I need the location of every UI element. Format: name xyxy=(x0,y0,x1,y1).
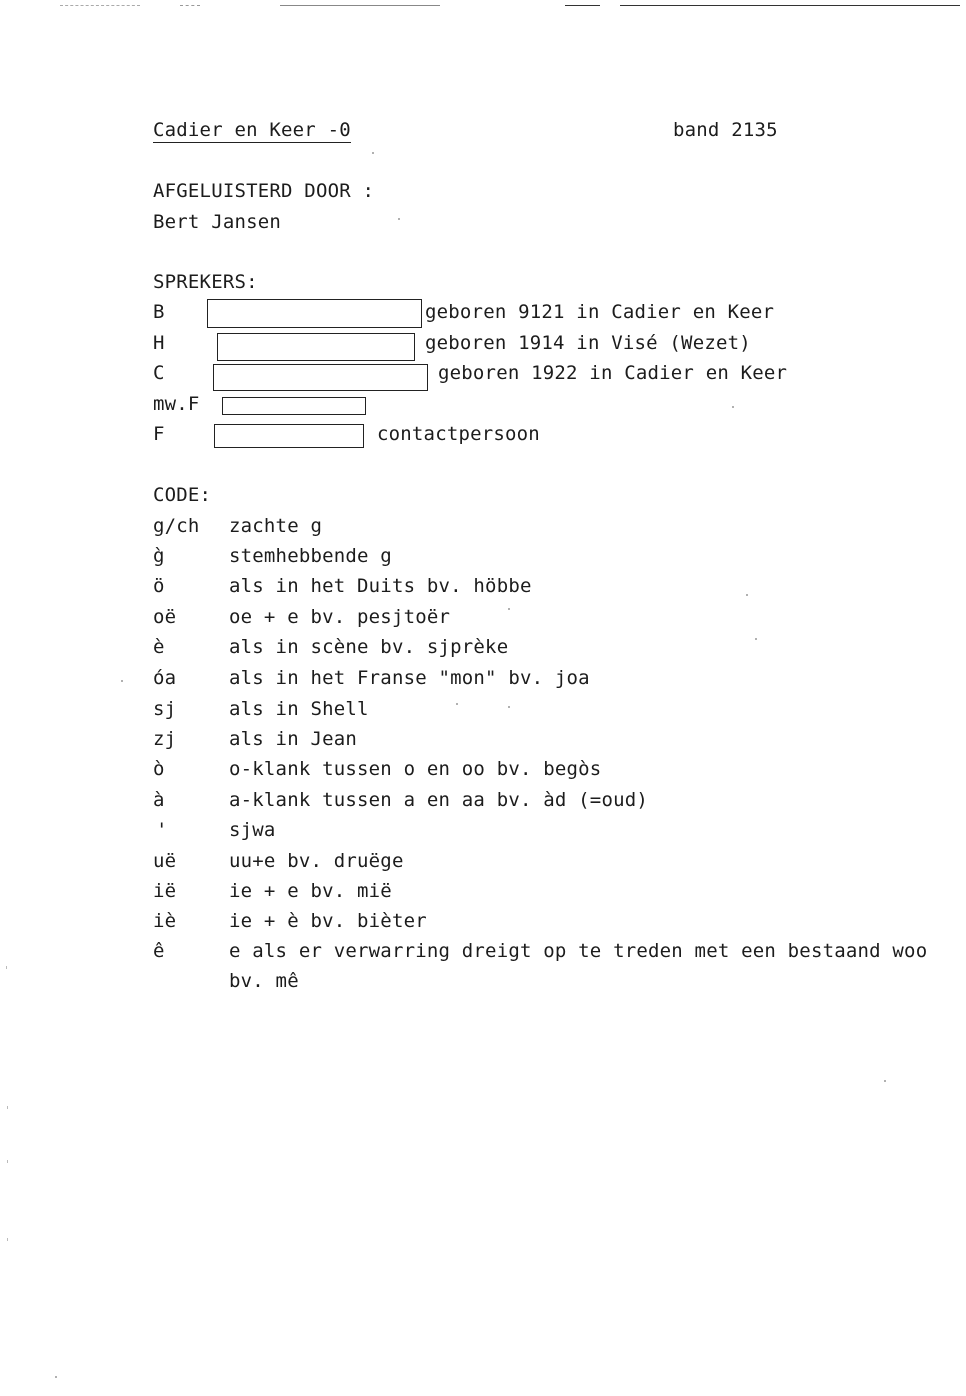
code-description: sjwa xyxy=(229,819,276,841)
code-symbol: uë xyxy=(153,850,177,872)
code-heading: CODE: xyxy=(153,484,212,506)
code-symbol: è xyxy=(153,636,165,658)
scan-speck xyxy=(121,680,123,682)
scan-top-rule xyxy=(620,5,960,6)
redacted-name-box xyxy=(214,424,364,448)
scan-speck xyxy=(755,638,757,640)
speaker-note: geboren 9121 in Cadier en Keer xyxy=(425,301,775,323)
speaker-note: contactpersoon xyxy=(377,423,540,445)
scan-top-rule xyxy=(180,5,200,6)
code-symbol: ê xyxy=(153,940,165,962)
code-symbol: iè xyxy=(153,910,177,932)
code-symbol: ò xyxy=(153,758,165,780)
scan-speck xyxy=(372,152,374,154)
scan-speck xyxy=(732,406,734,408)
redacted-name-box xyxy=(217,333,415,361)
scan-speck xyxy=(508,706,510,708)
scan-speck xyxy=(7,1106,8,1109)
listener-name: Bert Jansen xyxy=(153,211,282,233)
code-symbol: zj xyxy=(153,728,177,750)
code-symbol: oë xyxy=(153,606,177,628)
scan-speck xyxy=(7,1238,8,1241)
code-description: als in Jean xyxy=(229,728,358,750)
speaker-code: C xyxy=(153,362,165,384)
scan-top-rule xyxy=(60,5,140,6)
redacted-name-box xyxy=(222,397,366,415)
code-description: als in het Duits bv. höbbe xyxy=(229,575,532,597)
code-symbol: ö xyxy=(153,575,165,597)
code-description: uu+e bv. druëge xyxy=(229,850,404,872)
code-description: als in Shell xyxy=(229,698,369,720)
scan-speck xyxy=(884,1080,886,1082)
scan-speck xyxy=(6,966,7,969)
band-number: band 2135 xyxy=(673,119,778,141)
code-description: a-klank tussen a en aa bv. àd (=oud) xyxy=(229,789,649,811)
speaker-note: geboren 1922 in Cadier en Keer xyxy=(438,362,788,384)
scan-speck xyxy=(398,218,400,220)
code-description: e als er verwarring dreigt op te treden met een bestaand woo xyxy=(229,940,928,962)
scan-top-rule xyxy=(280,5,440,6)
code-description: zachte g xyxy=(229,515,323,537)
redacted-name-box xyxy=(213,364,428,391)
scan-speck xyxy=(746,594,748,596)
speaker-code: F xyxy=(153,423,165,445)
listened-by-heading: AFGELUISTERD DOOR : xyxy=(153,180,375,202)
redacted-name-box xyxy=(207,299,422,328)
code-description: ie + e bv. mië xyxy=(229,880,392,902)
code-symbol: sj xyxy=(153,698,177,720)
code-description: oe + e bv. pesjtoër xyxy=(229,606,451,628)
speaker-note: geboren 1914 in Visé (Wezet) xyxy=(425,332,751,354)
speakers-heading: SPREKERS: xyxy=(153,271,258,293)
code-symbol: à xyxy=(153,789,165,811)
scan-top-rule xyxy=(565,5,600,6)
code-symbol: g/ch xyxy=(153,515,200,537)
code-description: als in het Franse "mon" bv. joa xyxy=(229,667,590,689)
scan-speck xyxy=(456,703,458,705)
code-description: ie + è bv. bièter xyxy=(229,910,427,932)
speaker-code: B xyxy=(153,301,165,323)
code-symbol: óa xyxy=(153,667,177,689)
code-symbol: g̀ xyxy=(153,545,165,567)
scan-speck xyxy=(508,608,510,610)
code-symbol: ië xyxy=(153,880,177,902)
code-description: als in scène bv. sjprèke xyxy=(229,636,509,658)
code-symbol: ' xyxy=(156,819,168,841)
scan-speck xyxy=(55,1376,57,1378)
code-description: o-klank tussen o en oo bv. begòs xyxy=(229,758,602,780)
code-description: stemhebbende g xyxy=(229,545,392,567)
speaker-code: H xyxy=(153,332,165,354)
speaker-code: mw.F xyxy=(153,393,200,415)
scan-speck xyxy=(7,1160,8,1163)
code-continuation: bv. mê xyxy=(229,970,299,992)
document-title: Cadier en Keer -0 xyxy=(153,119,351,141)
